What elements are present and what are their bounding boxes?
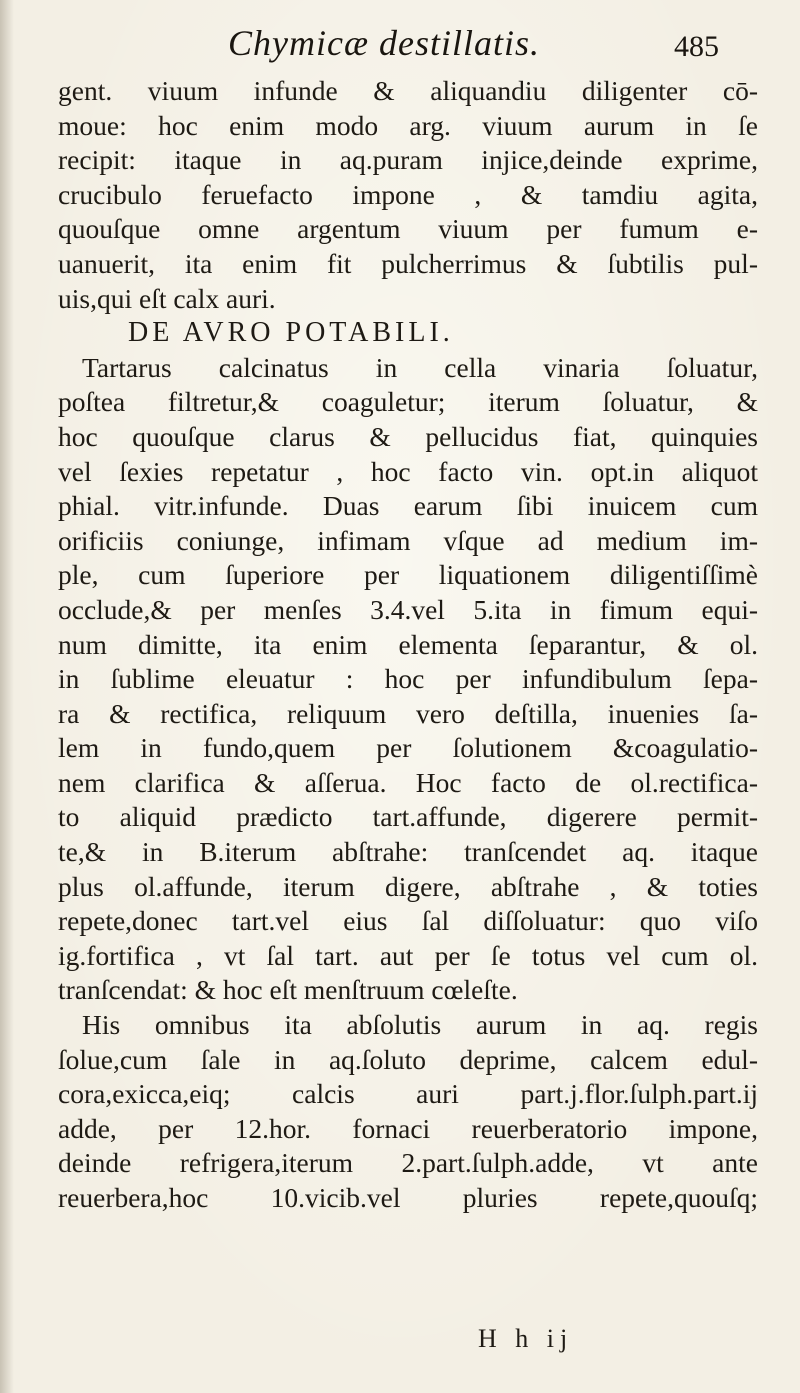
- text-line: plus ol.affunde, iterum digere, abſtrahe , & toties: [58, 870, 758, 902]
- text-line: His omnibus ita abſolutis aurum in aq. regis: [82, 1009, 758, 1041]
- text-line: tranſcendat: & hoc eſt menſtruum cœleſte.: [58, 974, 518, 1006]
- text-line: repete,donec tart.vel eius ſal diſſoluatur: quo viſo: [58, 905, 758, 937]
- text-line: vel ſexies repetatur , hoc facto vin. opt.in aliquot: [58, 455, 758, 487]
- page-header: [0, 14, 800, 74]
- text-line: reuerbera,hoc 10.vicib.vel pluries repete,quouſq;: [58, 1182, 758, 1213]
- text-line: num dimitte, ita enim elementa ſeparantur, & ol.: [58, 628, 758, 660]
- gutter-shadow: [0, 0, 14, 1393]
- text-line: Tartarus calcinatus in cella vinaria ſoluatur,: [82, 351, 758, 383]
- text-line: moue: hoc enim modo arg. viuum aurum in ſe: [58, 109, 758, 141]
- text-line: gent. viuum infunde & aliquandiu diligenter cō-: [58, 75, 758, 106]
- running-title: Chymicæ destillatis.: [228, 23, 540, 63]
- text-line: quouſque omne argentum viuum per fumum e-: [58, 213, 758, 245]
- text-line: phial. vitr.infunde. Duas earum ſibi inuicem cum: [58, 490, 758, 522]
- text-line: occlude,& per menſes 3.4.vel 5.ita in fimum equi-: [58, 593, 758, 625]
- text-line: cora,exicca,eiq; calcis auri part.j.flor.ſulph.part.ij: [58, 1078, 758, 1110]
- signature-mark: H h ij: [478, 1324, 574, 1353]
- text-line: deinde refrigera,iterum 2.part.ſulph.adde, vt ante: [58, 1147, 758, 1179]
- text-line: ſolue,cum ſale in aq.ſoluto deprime, calcem edul-: [58, 1043, 758, 1075]
- text-line: in ſublime eleuatur : hoc per infundibulum ſepa-: [58, 663, 758, 695]
- text-line: ra & rectifica, reliquum vero deſtilla, inuenies ſa-: [58, 697, 758, 729]
- text-line: crucibulo feruefacto impone , & tamdiu agita,: [58, 178, 758, 210]
- text-line: nem clarifica & aſſerua. Hoc facto de ol.rectifica-: [58, 766, 758, 798]
- text-line: uis,qui eſt calx auri.: [58, 282, 276, 314]
- text-line: te,& in B.iterum abſtrahe: tranſcendet aq. itaque: [58, 836, 758, 868]
- text-line: adde, per 12.hor. fornaci reuerberatorio impone,: [58, 1112, 758, 1144]
- page-footer: [0, 1324, 800, 1364]
- section-heading: DE AVRO POTABILI.: [128, 317, 454, 349]
- text-line: lem in fundo,quem per ſolutionem &coagulatio-: [58, 732, 758, 764]
- text-line: uanuerit, ita enim fit pulcherrimus & ſubtilis pul-: [58, 247, 758, 279]
- page-number: 485: [674, 30, 719, 63]
- text-line: poſtea filtretur,& coaguletur; iterum ſoluatur, &: [58, 386, 758, 418]
- text-line: ig.fortifica , vt ſal tart. aut per ſe totus vel cum ol.: [58, 939, 758, 971]
- text-line: recipit: itaque in aq.puram injice,deinde exprime,: [58, 144, 758, 176]
- text-line: to aliquid prædicto tart.affunde, digerere permit-: [58, 801, 758, 833]
- body-text: [58, 74, 758, 1216]
- text-line: hoc quouſque clarus & pellucidus fiat, quinquies: [58, 420, 758, 452]
- text-line: ple, cum ſuperiore per liquationem diligentiſſimè: [58, 559, 758, 591]
- text-line: orificiis coniunge, infimam vſque ad medium im-: [58, 524, 758, 556]
